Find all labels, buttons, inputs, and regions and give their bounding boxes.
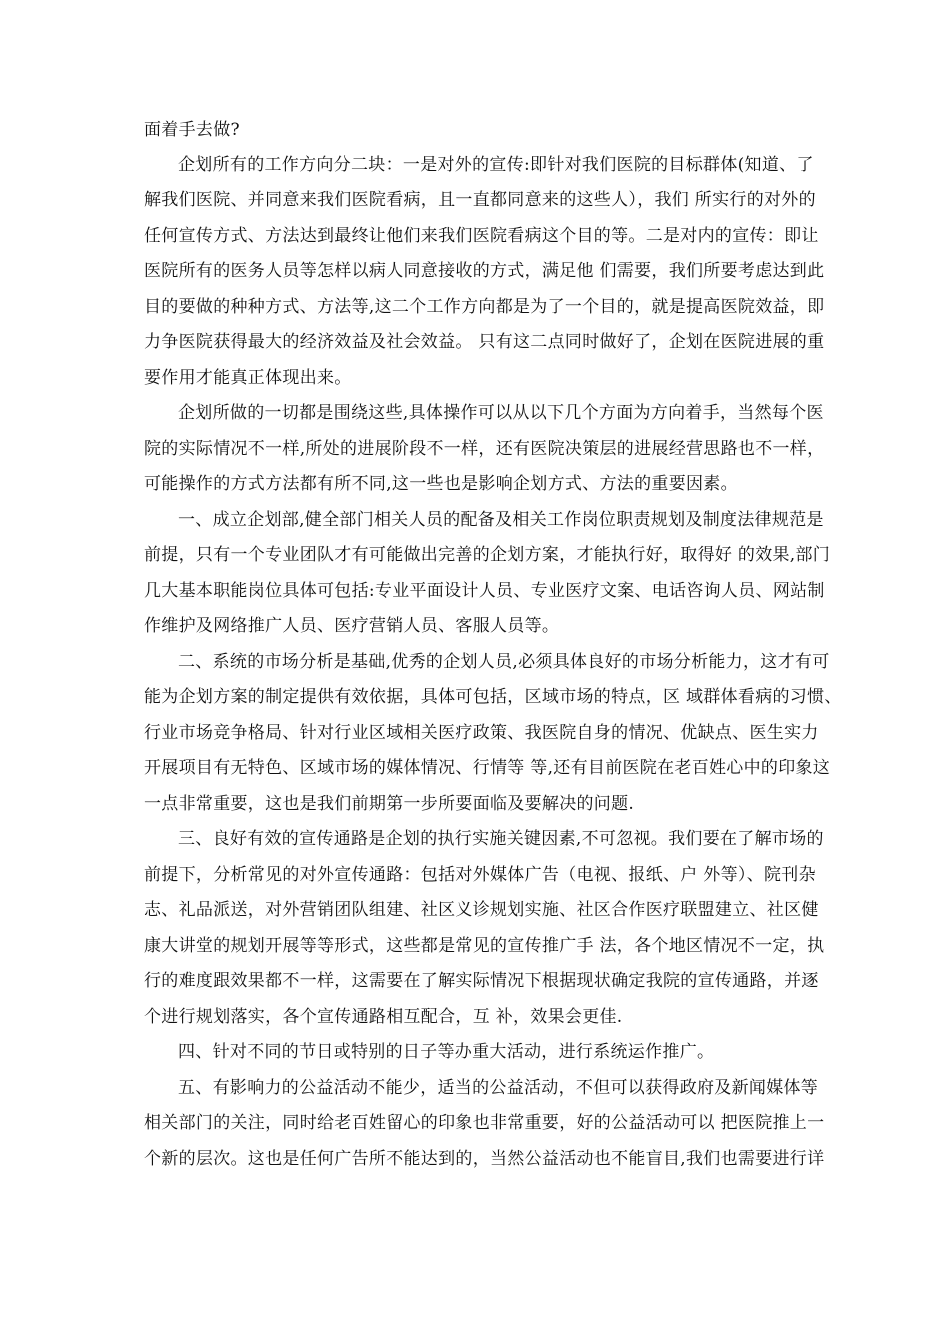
paragraph-start: 五、有影响力的公益活动不能少，适当的公益活动，不但可以获得政府及新闻媒体等 [178, 1078, 819, 1098]
text-line: 康大讲堂的规划开展等等形式，这些都是常见的宣传推广手 法，各个地区情况不一定，执 [144, 936, 825, 956]
text-line: 院的实际情况不一样,所处的进展阶段不一样，还有医院决策层的进展经营思路也不一样， [144, 439, 825, 459]
text-line: 力争医院获得最大的经济效益及社会效益。 只有这二点同时做好了，企划在医院进展的重 [144, 332, 825, 352]
text-line: 个进行规划落实，各个宣传通路相互配合，互 补，效果会更佳. [144, 1007, 623, 1027]
text-line: 要作用才能真正体现出来。 [144, 368, 352, 388]
text-line: 可能操作的方式方法都有所不同,这一些也是影响企划方式、方法的重要因素。 [144, 474, 738, 494]
text-line: 目的要做的种种方式、方法等,这二个工作方向都是为了一个目的，就是提高医院效益，即 [144, 297, 825, 317]
text-line: 面着手去做? [144, 120, 240, 140]
text-line: 开展项目有无特色、区域市场的媒体情况、行情等 等,还有目前医院在老百姓心中的印象这 [144, 758, 831, 778]
text-line: 个新的层次。这也是任何广告所不能达到的，当然公益活动也不能盲目,我们也需要进行详 [144, 1149, 825, 1169]
text-line: 医院所有的医务人员等怎样以病人同意接收的方式，满足他 们需要，我们所要考虑达到此 [144, 261, 825, 281]
text-line: 前提下，分析常见的对外宣传通路：包括对外媒体广告（电视、报纸、户 外等）、院刊杂 [144, 865, 816, 885]
text-line: 几大基本职能岗位具体可包括:专业平面设计人员、专业医疗文案、电话咨询人员、网站制 [144, 581, 825, 601]
paragraph-start: 企划所有的工作方向分二块：一是对外的宣传:即针对我们医院的目标群体(知道、了 [178, 155, 814, 175]
paragraph-start: 企划所做的一切都是围绕这些,具体操作可以从以下几个方面为方向着手，当然每个医 [178, 403, 824, 423]
text-line: 任何宣传方式、方法达到最终让他们来我们医院看病这个目的等。二是对内的宣传：即让 [144, 226, 819, 246]
text-line: 志、礼品派送，对外营销团队组建、社区义诊规划实施、社区合作医疗联盟建立、社区健 [144, 900, 819, 920]
text-line: 相关部门的关注，同时给老百姓留心的印象也非常重要，好的公益活动可以 把医院推上一 [144, 1113, 825, 1133]
text-line: 解我们医院、并同意来我们医院看病，且一直都同意来的这些人），我们 所实行的对外的 [144, 190, 816, 210]
text-line: 前提，只有一个专业团队才有可能做出完善的企划方案，才能执行好，取得好 的效果,部门 [144, 545, 831, 565]
text-line: 行业市场竞争格局、针对行业区域相关医疗政策、我医院自身的情况、优缺点、医生实力 [144, 723, 819, 743]
text-line: 行的难度跟效果都不一样，这需要在了解实际情况下根据现状确定我院的宣传通路，并逐 [144, 971, 819, 991]
paragraph-start: 三、良好有效的宣传通路是企划的执行实施关键因素,不可忽视。我们要在了解市场的 [178, 829, 824, 849]
text-line: 一点非常重要，这也是我们前期第一步所要面临及要解决的问题. [144, 794, 635, 814]
text-line: 作维护及网络推广人员、医疗营销人员、客服人员等。 [144, 616, 560, 636]
text-line: 能为企划方案的制定提供有效依据，具体可包括，区域市场的特点，区 域群体看病的习惯、 [144, 687, 842, 707]
paragraph-start: 一、成立企划部,健全部门相关人员的配备及相关工作岗位职责规划及制度法律规范是 [178, 510, 824, 530]
paragraph-start: 四、针对不同的节日或特别的日子等办重大活动，进行系统运作推广。 [178, 1042, 715, 1062]
paragraph-start: 二、系统的市场分析是基础,优秀的企划人员,必须具体良好的市场分析能力，这才有可 [178, 652, 830, 672]
